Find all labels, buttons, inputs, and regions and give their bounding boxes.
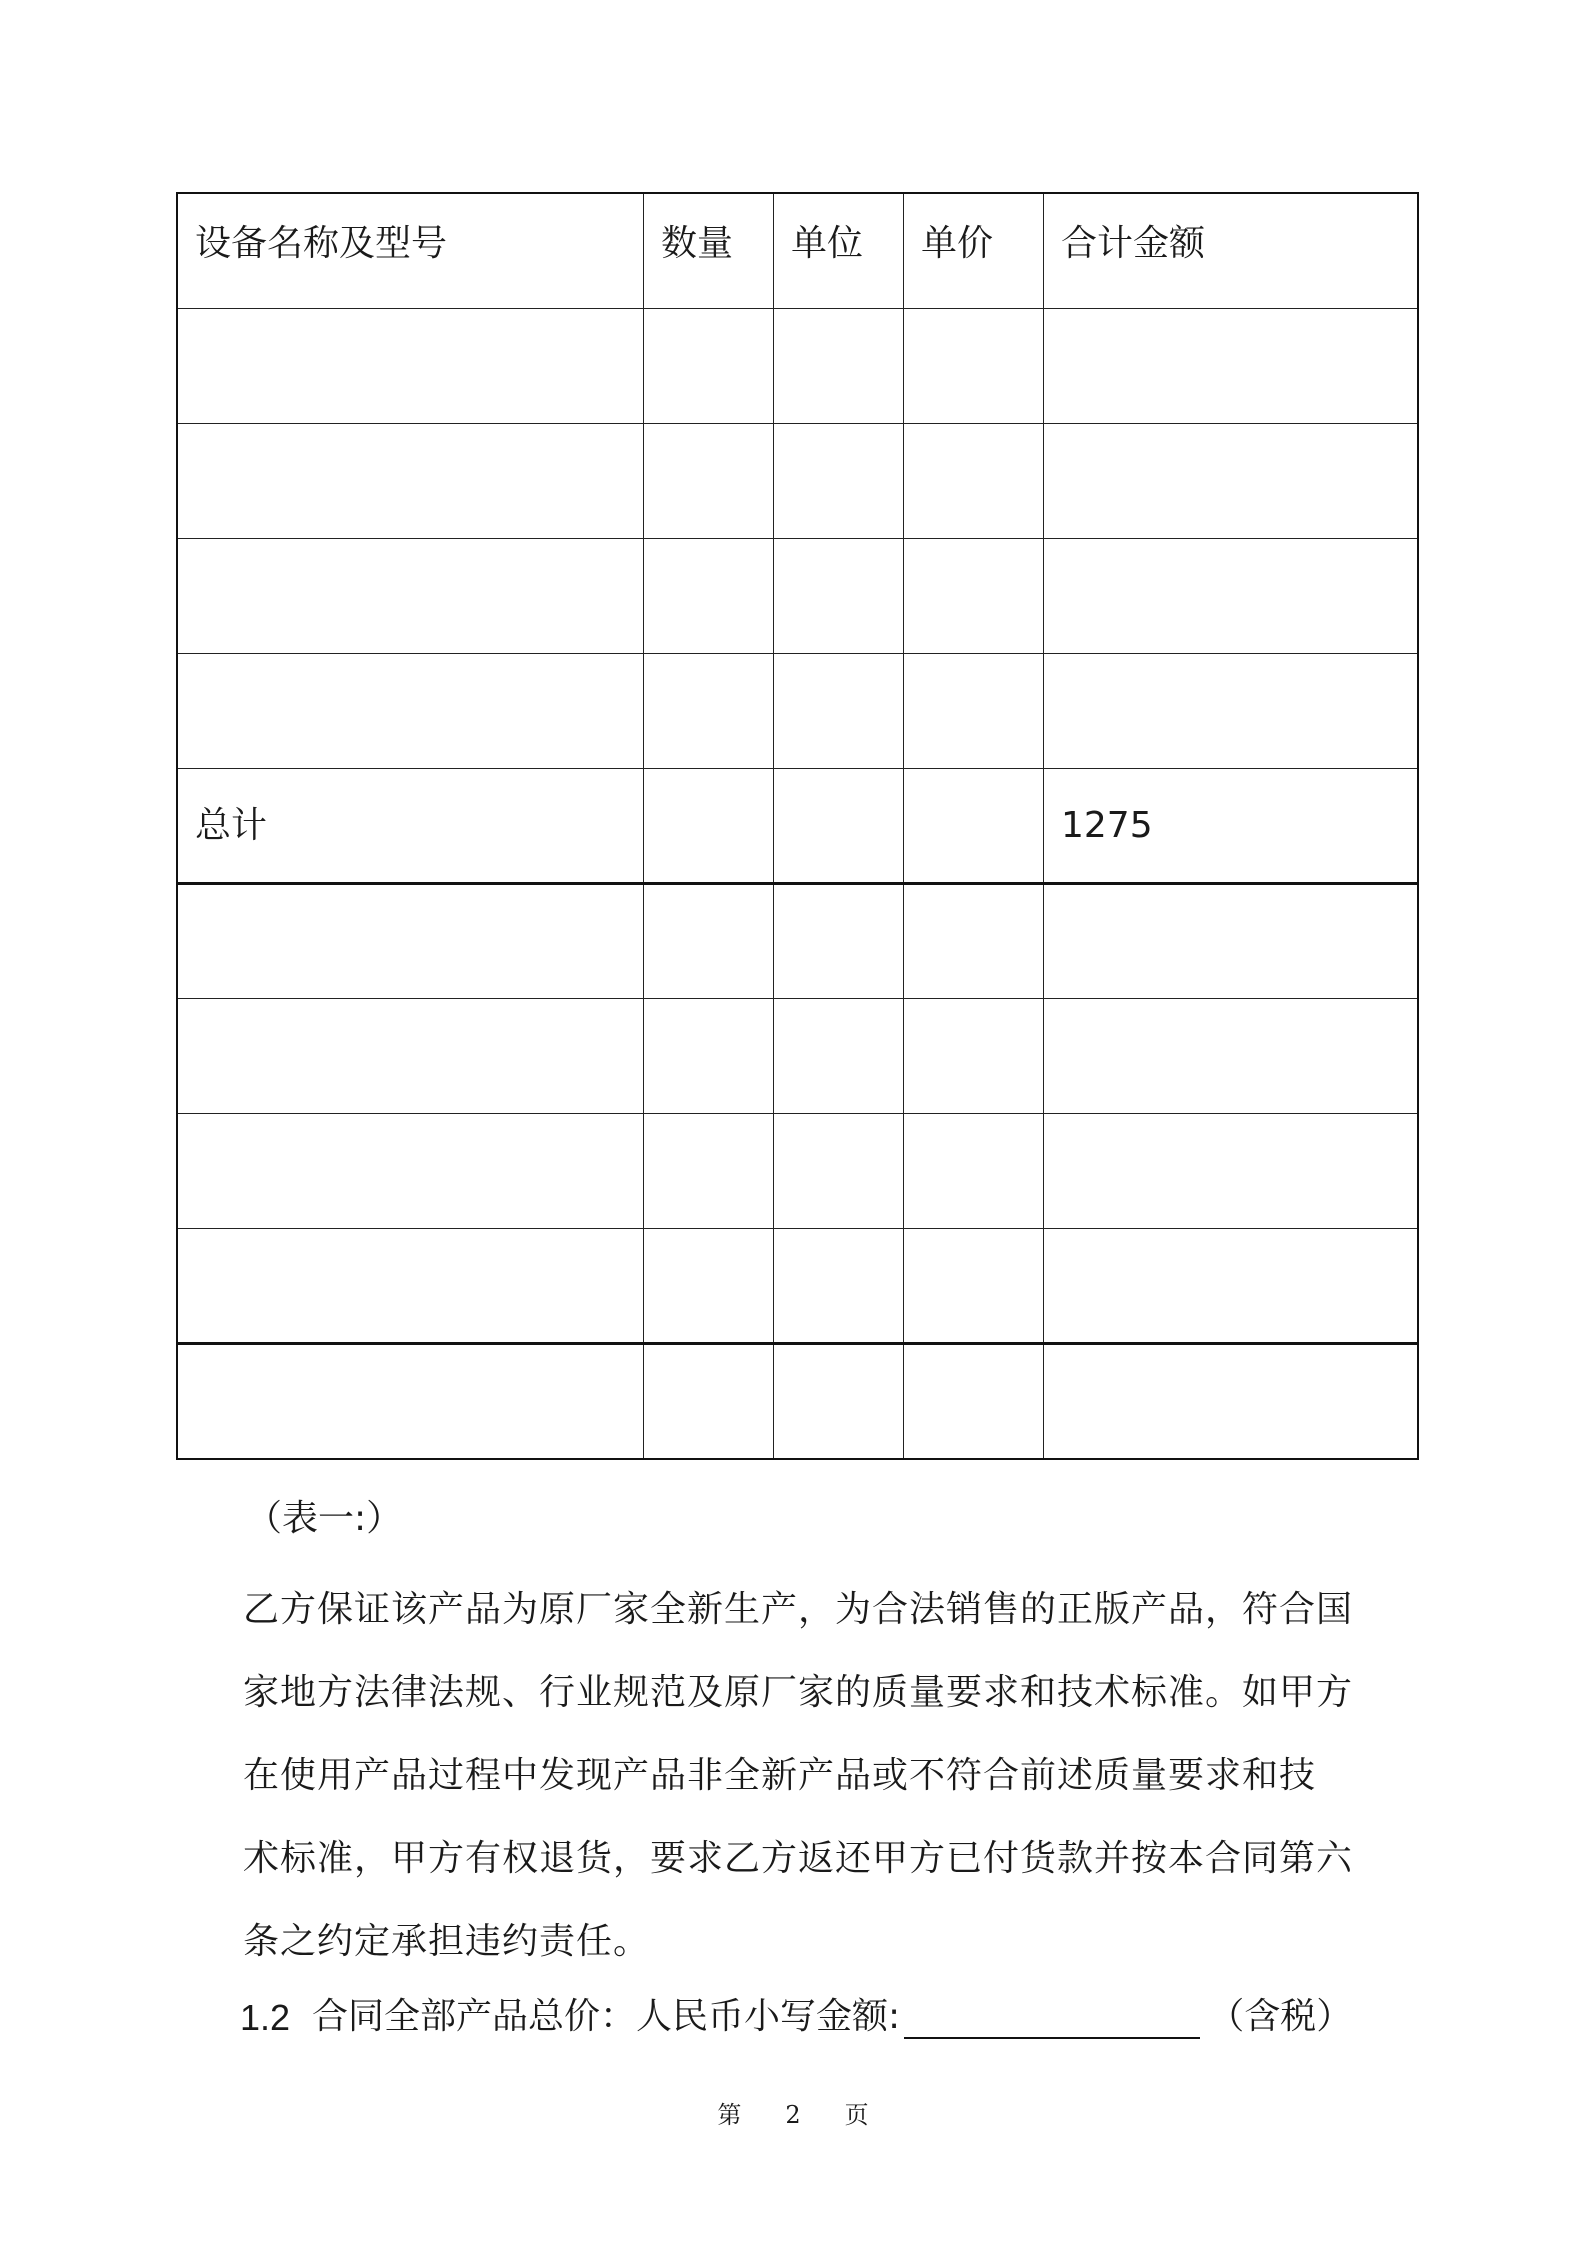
table-caption: （表一:） [246, 1498, 403, 1539]
table-header-row [178, 194, 1418, 309]
table-row [178, 424, 1418, 539]
cell-unit-price [904, 424, 1044, 539]
footer-prefix: 第 [717, 2101, 742, 2129]
cell-quantity [644, 1344, 774, 1459]
header-cell-unit-price: 单价 [904, 194, 1044, 309]
cell-total-amount [1044, 424, 1418, 539]
paragraph-line: 家地方法律法规、行业规范及原厂家的质量要求和技术标准。如甲方 [243, 1672, 1354, 1713]
cell-unit-price [904, 999, 1044, 1114]
cell-quantity [644, 424, 774, 539]
cell-total-amount [1044, 539, 1418, 654]
cell-total-amount [1044, 654, 1418, 769]
cell-total-amount: 1275 [1044, 769, 1418, 884]
cell-unit [774, 1114, 904, 1229]
paragraph-line: 条之约定承担违约责任。 [243, 1921, 651, 1962]
clause-1-2 [240, 1988, 1352, 2039]
cell-unit [774, 539, 904, 654]
cell-unit [774, 769, 904, 884]
page-number: 2 [785, 2101, 801, 2129]
cell-quantity [644, 1229, 774, 1344]
header-cell-unit: 单位 [774, 194, 904, 309]
cell-unit [774, 884, 904, 999]
cell-unit-price [904, 539, 1044, 654]
table-row [178, 999, 1418, 1114]
cell-unit [774, 999, 904, 1114]
table-row [178, 654, 1418, 769]
header-cell-total-amount: 合计金额 [1044, 194, 1418, 309]
clause-suffix: （含税） [1208, 1996, 1353, 2037]
paragraph-line: 术标准，甲方有权退货，要求乙方返还甲方已付货款并按本合同第六 [243, 1838, 1354, 1879]
cell-name [178, 1114, 644, 1229]
cell-quantity [644, 309, 774, 424]
header-cell-quantity: 数量 [644, 194, 774, 309]
footer-suffix: 页 [844, 2101, 869, 2129]
clause-text: 合同全部产品总价：人民币小写金额: [312, 1996, 901, 2037]
cell-unit-price [904, 884, 1044, 999]
cell-quantity [644, 884, 774, 999]
cell-name [178, 999, 644, 1114]
cell-total-amount [1044, 1114, 1418, 1229]
cell-unit-price [904, 1344, 1044, 1459]
cell-quantity [644, 1114, 774, 1229]
table-row [178, 1229, 1418, 1344]
cell-quantity [644, 999, 774, 1114]
cell-total-amount [1044, 999, 1418, 1114]
paragraph-line: 在使用产品过程中发现产品非全新产品或不符合前述质量要求和技 [243, 1755, 1317, 1796]
clause-number: 1.2 [240, 1997, 291, 2038]
cell-unit [774, 1229, 904, 1344]
cell-quantity [644, 769, 774, 884]
cell-total-amount [1044, 1229, 1418, 1344]
cell-total-amount [1044, 1344, 1418, 1459]
equipment-table [177, 193, 1418, 1459]
cell-total-amount [1044, 884, 1418, 999]
paragraph-line: 乙方保证该产品为原厂家全新生产，为合法销售的正版产品，符合国 [243, 1589, 1354, 1630]
table-row [178, 539, 1418, 654]
table-row [178, 769, 1418, 884]
cell-name [178, 424, 644, 539]
table-row [178, 884, 1418, 999]
cell-quantity [644, 539, 774, 654]
cell-unit-price [904, 654, 1044, 769]
cell-name [178, 1344, 644, 1459]
table-row [178, 309, 1418, 424]
cell-name [178, 309, 644, 424]
cell-name: 总计 [178, 769, 644, 884]
page-footer [0, 2095, 1586, 2130]
cell-unit [774, 309, 904, 424]
cell-total-amount [1044, 309, 1418, 424]
amount-blank-field[interactable] [904, 1997, 1200, 2039]
table-row [178, 1344, 1418, 1459]
cell-unit-price [904, 769, 1044, 884]
header-cell-name: 设备名称及型号 [178, 194, 644, 309]
cell-unit-price [904, 1229, 1044, 1344]
cell-name [178, 884, 644, 999]
cell-unit [774, 424, 904, 539]
cell-unit-price [904, 1114, 1044, 1229]
cell-name [178, 654, 644, 769]
cell-unit [774, 1344, 904, 1459]
cell-unit [774, 654, 904, 769]
cell-name [178, 1229, 644, 1344]
cell-name [178, 539, 644, 654]
table-row [178, 1114, 1418, 1229]
cell-quantity [644, 654, 774, 769]
cell-unit-price [904, 309, 1044, 424]
warranty-paragraph [243, 1568, 1363, 1983]
